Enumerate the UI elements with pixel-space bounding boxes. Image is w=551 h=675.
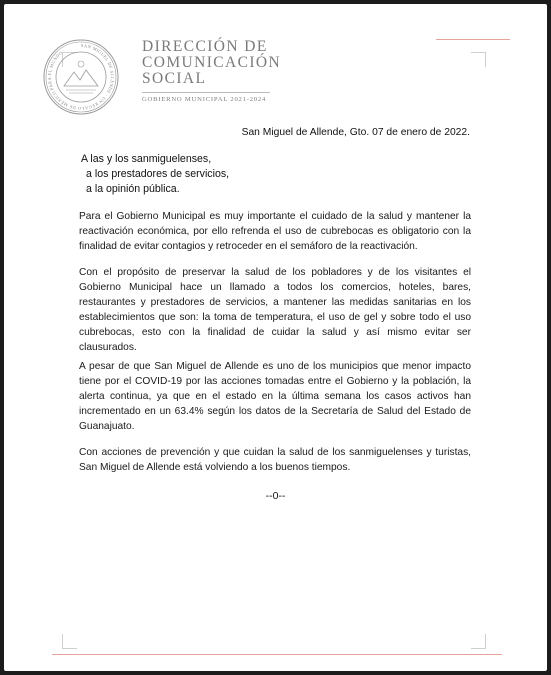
department-line-3: SOCIAL [142, 70, 207, 87]
crop-mark-top-right [471, 52, 486, 67]
crop-mark-bottom-right [471, 634, 486, 649]
department-line-1: DIRECCIÓN DE [142, 38, 268, 55]
greeting-line-3: a la opinión pública. [86, 183, 180, 195]
document-page [4, 4, 547, 671]
greeting-block [81, 152, 229, 197]
department-name [142, 39, 281, 103]
paragraph-2: Con el propósito de preservar la salud de los pobladores y de los visitantes el Gobierno Municipal hace un llamado a todos los comercios, hoteles, bares, restaurantes y prestadores de servicios, a mantener las medidas sanitarias en los establecimientos que son: la toma de temperatura, el uso de gel y sobre todo el uso cubrebocas, esto con la finalidad de cuidar la salud y así mismo evitar ser clausurados. [79, 267, 471, 353]
greeting-line-2: a los prestadores de servicios, [86, 168, 230, 180]
paragraph-3: A pesar de que San Miguel de Allende es uno de los municipios que menor impacto tiene por el COVID-19 por las acciones tomadas entre el Gobierno y la población, la alerta continua, ya que en el estado en la última semana los casos activos han incrementado en un 63.4% según los datos de la Secretaría de Salud del Estado de Guanajuato. [79, 361, 471, 432]
footer-accent-line [52, 654, 502, 655]
svg-text:SAN MIGUEL DE ALLENDE · UN REG: SAN MIGUEL DE ALLENDE · UN REGALO DE MÉXICO PARA EL MUNDO · [46, 42, 115, 112]
closing-mark: --0-- [265, 490, 286, 502]
paragraph-4: Con acciones de prevención y que cuidan la salud de los sanmiguelenses y turistas, San Miguel de Allende está volviendo a los buenos tiempos. [79, 447, 471, 473]
municipal-seal-logo [42, 38, 120, 116]
paragraph-1: Para el Gobierno Municipal es muy importante el cuidado de la salud y mantener la reactivación económica, por ello refrenda el uso de cubrebocas es obligatorio con la finalidad de evitar contagios y retroceder en el semáforo de la reactivación. [79, 211, 471, 252]
header-accent-line [436, 39, 510, 40]
department-line-2: COMUNICACIÓN [142, 54, 282, 71]
greeting-line-1: A las y los sanmiguelenses, [81, 153, 212, 165]
crop-mark-bottom-left [62, 634, 77, 649]
government-period: GOBIERNO MUNICIPAL 2021-2024 [142, 92, 270, 103]
date-line: San Miguel de Allende, Gto. 07 de enero de 2022. [241, 127, 470, 138]
